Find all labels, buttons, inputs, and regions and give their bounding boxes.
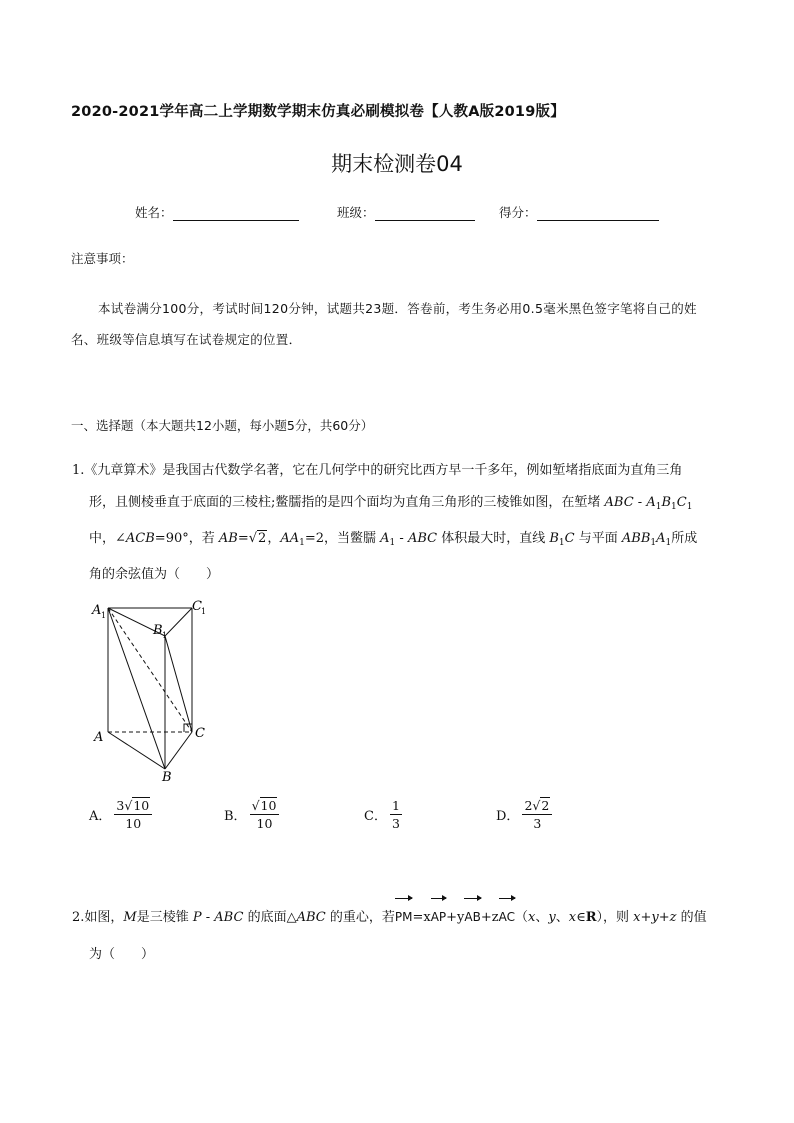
q1-line-3: 中，∠ACB=90°，若 AB=√2，$AA_1=2$，当鳖臑 $A_1$ - ABC 体积最大时，直线 $B_1C$ 与平面 $ABB_1A_1$所成 xyxy=(72,523,724,559)
section-heading: 一、选择题（本大题共12小题，每小题5分，共60分） xyxy=(71,418,374,433)
edge-ab xyxy=(108,732,165,769)
edge-bc xyxy=(165,732,192,769)
vector-ac: AC xyxy=(499,896,515,936)
diag-b1c xyxy=(165,636,192,732)
class-field xyxy=(337,203,475,221)
label-C1: C xyxy=(192,599,202,614)
name-field xyxy=(135,203,299,221)
notice-heading: 注意事项： xyxy=(71,251,134,266)
svg-text:1: 1 xyxy=(201,607,207,616)
score-label: 得分： xyxy=(499,205,537,220)
sqrt-2: √2 xyxy=(248,531,267,546)
score-field xyxy=(499,203,659,221)
option-c[interactable]: C． $\frac{1}{3}$ xyxy=(364,798,400,831)
q1-line-1: 1.《九章算术》是我国古代数学名著，它在几何学中的研究比西方早一千多年，例如堑堵指底面为直角三角 xyxy=(72,463,683,478)
question-2 xyxy=(72,896,732,973)
exam-series-title: 2020-2021学年高二上学期数学期末仿真必刷模拟卷【人教A版2019版】 xyxy=(71,104,565,120)
label-B: B xyxy=(162,770,172,782)
q2-line-2: 为（ ） xyxy=(89,947,155,962)
score-blank[interactable] xyxy=(537,206,659,221)
label-A1: A xyxy=(92,603,102,618)
notice-body: 本试卷满分100分，考试时间120分钟，试题共23题．答卷前，考生务必用0.5毫米黑色签字笔将自己的姓名、班级等信息填写在试卷规定的位置． xyxy=(71,301,697,347)
diag-a1c-hidden xyxy=(108,608,192,732)
q1-line-4: 角的余弦值为（ ） xyxy=(89,567,220,582)
question-1 xyxy=(72,455,724,591)
vector-ap: AP xyxy=(431,896,446,936)
name-label: 姓名： xyxy=(135,205,173,220)
label-B1: B xyxy=(153,623,163,638)
label-A: A xyxy=(94,730,104,745)
prism-figure xyxy=(88,592,218,782)
edge-b1c1 xyxy=(165,608,192,636)
q2-line-1: 2.如图，M是三棱锥 P - ABC 的底面△ABC 的重心，若PM=xAP+yAB+zAC（x、y、x∈R），则 x+y+z 的值 xyxy=(72,896,732,936)
vector-pm: PM xyxy=(395,896,413,936)
option-d[interactable]: D． $\frac{2√2}{3}$ xyxy=(496,797,552,832)
page-title: 期末检测卷04 xyxy=(331,152,463,176)
option-a[interactable]: A． $\frac{3√10}{10}$ xyxy=(89,797,152,832)
svg-text:1: 1 xyxy=(101,611,107,620)
svg-text:1: 1 xyxy=(162,631,168,640)
vector-ab: AB xyxy=(464,896,480,936)
q1-line-2: 形，且侧棱垂直于底面的三棱柱;鳖臑指的是四个面均为直角三角形的三棱锥如图，在堑堵 ABC - $A_1B_1C_1$ xyxy=(89,495,693,512)
label-C: C xyxy=(195,726,205,741)
name-blank[interactable] xyxy=(173,206,299,221)
option-b[interactable]: B． $\frac{√10}{10}$ xyxy=(224,797,279,832)
class-label: 班级： xyxy=(337,205,375,220)
class-blank[interactable] xyxy=(375,206,475,221)
